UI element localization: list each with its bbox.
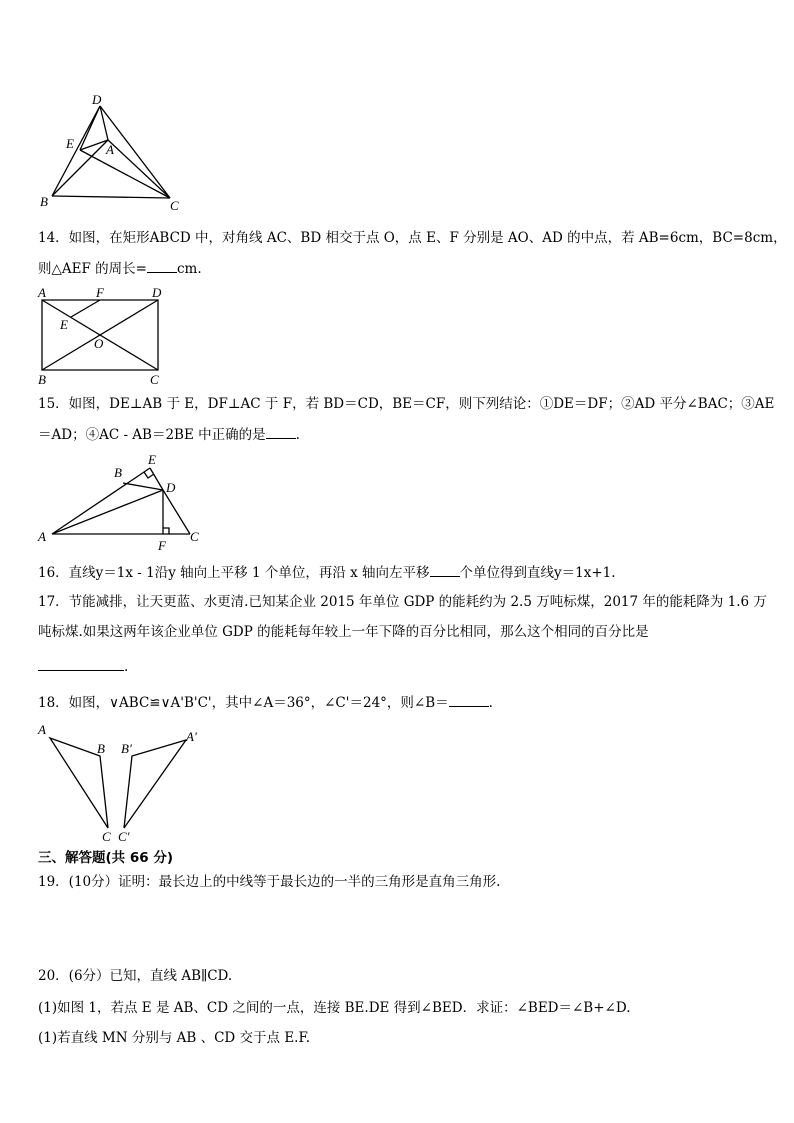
- q17-line2: 吨标煤.如果这两年该企业单位 GDP 的能耗每年较上一年下降的百分比相同，那么这个相同的百分比是: [38, 624, 649, 640]
- q18-pre: 18．如图，∨ABC≌∨A'B'C'，其中∠A＝36°，∠C'＝24°，则∠B＝: [38, 695, 449, 711]
- fig15-label-B: B: [114, 465, 122, 480]
- q17-line3-post: .: [124, 659, 129, 675]
- q16-post: 个单位得到直线y＝1x+1.: [459, 565, 616, 581]
- q14-line1: 14．如图，在矩形ABCD 中，对角线 AC、BD 相交于点 O，点 E、F 分别是 AO、AD 的中点，若 AB=6cm，BC=8cm，: [38, 230, 787, 246]
- q19-line: 19．(10分）证明：最长边上的中线等于最长边的一半的三角形是直角三角形.: [38, 874, 501, 890]
- q20-line3: (1)若直线 MN 分别与 AB 、CD 交于点 E.F.: [38, 1030, 311, 1046]
- fig13-label-C: C: [170, 198, 179, 213]
- q15-line2-post: .: [295, 427, 300, 443]
- fig18-label-A: A: [38, 722, 46, 737]
- q15-line1: 15．如图，DE⊥AB 于 E，DF⊥AC 于 F，若 BD＝CD，BE＝CF，则下列结论：①DE＝DF；②AD 平分∠BAC；③AE: [38, 396, 775, 412]
- fig18-label-C: C: [102, 829, 111, 844]
- fig18-label-B: B: [97, 741, 105, 756]
- fig14-label-F: F: [96, 285, 104, 300]
- fig13-label-B: B: [40, 194, 48, 209]
- fig14-label-E: E: [60, 317, 68, 332]
- fig18-label-C-prime: C': [118, 829, 130, 844]
- q17-line1: 17．节能减排，让天更蓝、水更清.已知某企业 2015 年单位 GDP 的能耗约为 2.5 万吨标煤，2017 年的能耗降为 1.6 万: [38, 594, 767, 610]
- fig14-label-A: A: [38, 285, 46, 300]
- fig15-label-E: E: [148, 452, 156, 467]
- fig14-label-C: C: [150, 372, 159, 387]
- fig15-label-F: F: [158, 538, 166, 553]
- q20-line2: (1)如图 1，若点 E 是 AB、CD 之间的一点，连接 BE.DE 得到∠BED．求证：∠BED＝∠B+∠D.: [38, 1000, 631, 1016]
- q14-line2-post: cm.: [176, 261, 202, 277]
- fig18-label-A-prime: A': [186, 729, 197, 744]
- fig15-label-C: C: [190, 529, 199, 544]
- fig13-label-D: D: [92, 92, 102, 107]
- q16-pre: 16．直线y＝1x - 1沿y 轴向上平移 1 个单位，再沿 x 轴向左平移: [38, 565, 430, 581]
- fig13-label-E: E: [66, 136, 74, 151]
- fig13-label-A: A: [106, 142, 114, 157]
- section-3-heading: 三、解答题(共 66 分): [38, 850, 174, 866]
- fig15-label-D: D: [166, 480, 176, 495]
- fig18-label-B-prime: B': [121, 741, 132, 756]
- fig14-label-O: O: [94, 336, 104, 351]
- fig15-label-A: A: [38, 529, 46, 544]
- fig18-triangle-A2B2C2: [124, 740, 186, 828]
- q14-line2-pre: 则△AEF 的周长=: [38, 261, 147, 277]
- q20-line1: 20．(6分）已知，直线 AB∥CD.: [38, 968, 233, 984]
- q15-line2-pre: ＝AD；④AC - AB＝2BE 中正确的是: [38, 427, 266, 443]
- fig14-label-D: D: [152, 285, 162, 300]
- fig14-label-B: B: [38, 372, 46, 387]
- q18-post: .: [488, 695, 493, 711]
